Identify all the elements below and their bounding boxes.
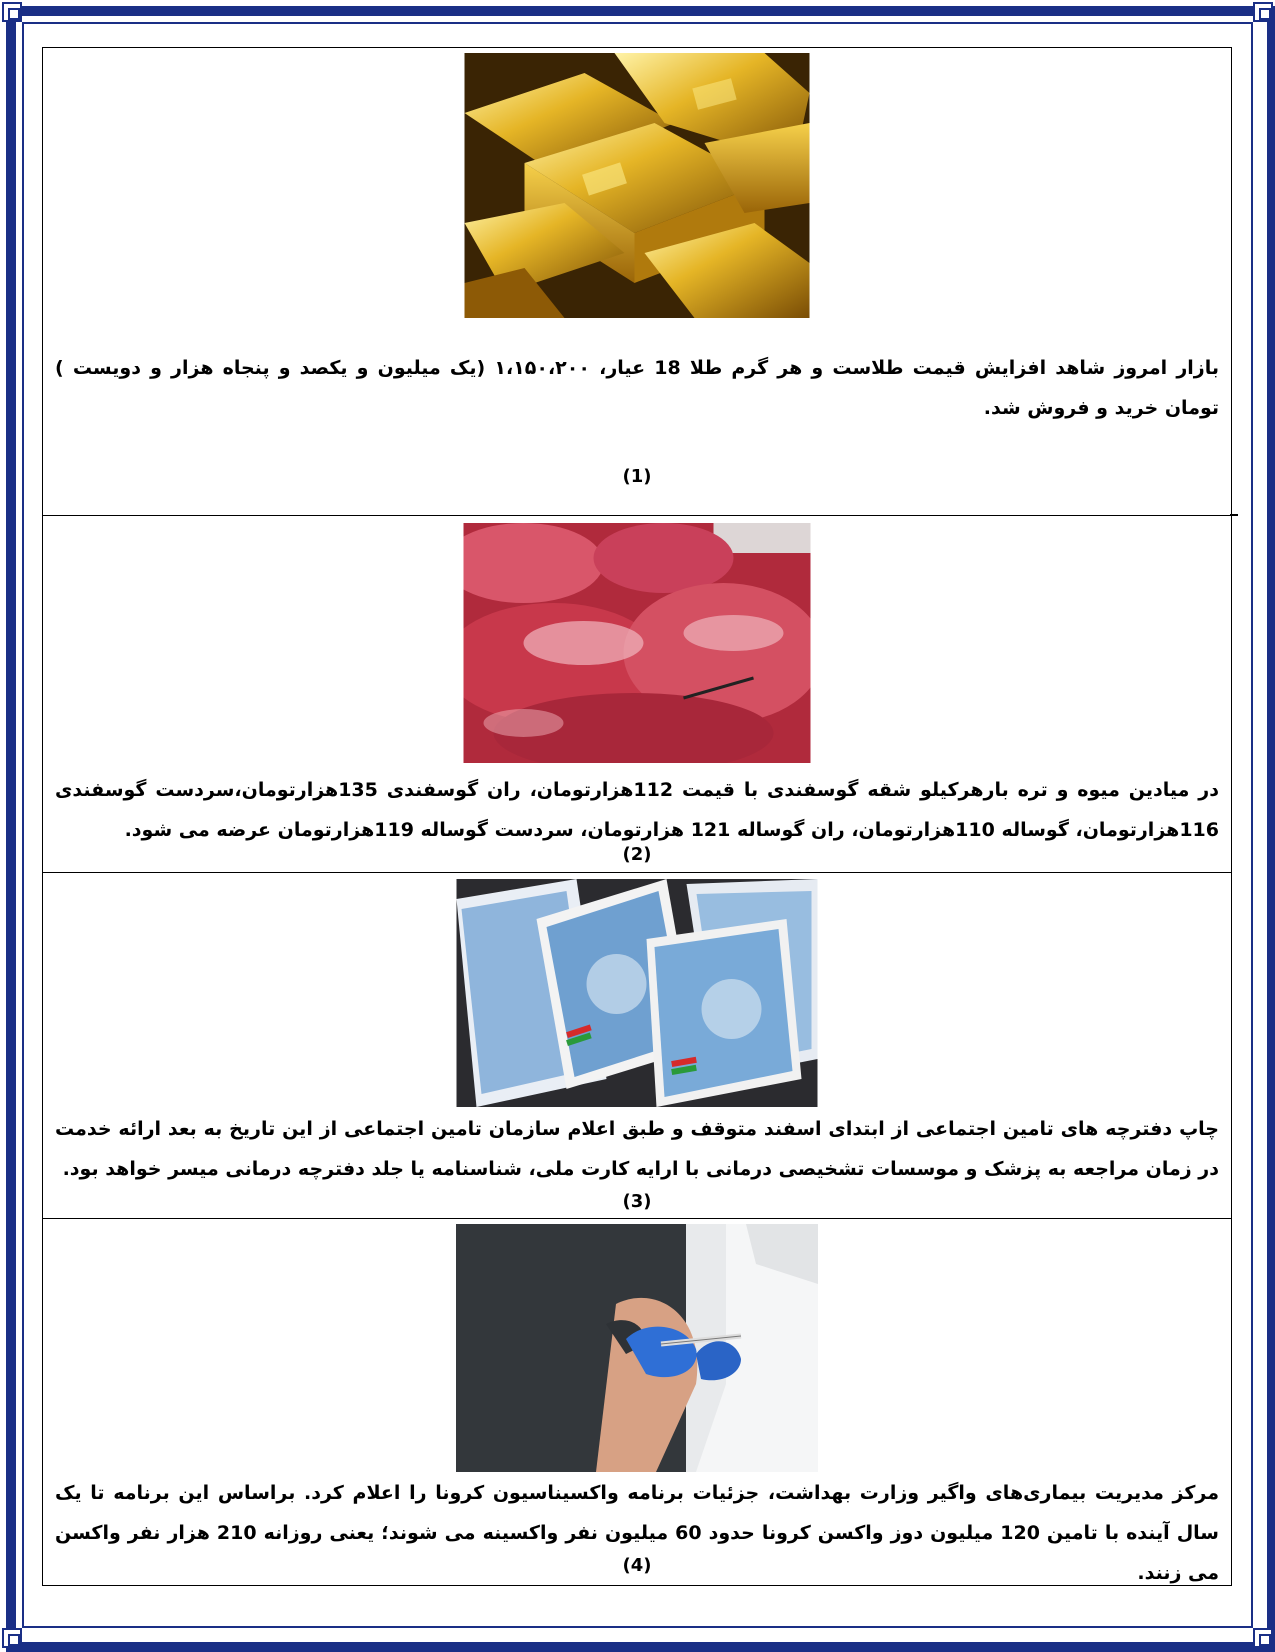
insurance-booklets-image: [457, 879, 818, 1107]
news-text: بازار امروز شاهد افزایش قیمت طلاست و هر گرم طلا 18 عیار، ۱،۱۵۰،۲۰۰ (یک میلیون و یکصد و پنجاه هزار و دویست ) تومان خرید و فروش شد.: [55, 357, 1219, 419]
table-divider-extension: [1230, 514, 1238, 516]
item-number: (2): [622, 844, 652, 865]
gold-bars-image: [465, 53, 810, 318]
news-item-gold: [43, 48, 1231, 516]
item-number: (1): [622, 466, 652, 487]
news-item-vaccination: [43, 1219, 1231, 1585]
news-text: مرکز مدیریت بیماری‌های واگیر وزارت بهداشت، جزئیات برنامه واکسیناسیون کرونا را اعلام کرد. براساس این برنامه تا یک سال آینده با تامین 120 میلیون دوز واکسن کرونا حدود 60 میلیون نفر واکسینه می شوند؛ یعنی روزانه 210 هزار نفر واکسن می زنند.: [55, 1482, 1219, 1584]
corner-ornament: [1253, 2, 1273, 22]
raw-meat-image: [464, 523, 811, 763]
vaccination-image: [456, 1224, 818, 1472]
item-number: (3): [622, 1191, 652, 1212]
corner-ornament: [2, 2, 22, 22]
corner-ornament: [2, 1628, 22, 1648]
item-number: (4): [622, 1555, 652, 1576]
corner-ornament: [1253, 1628, 1273, 1648]
news-item-insurance: [43, 873, 1231, 1219]
news-text: در میادین میوه و تره بارهرکیلو شقه گوسفندی با قیمت 112هزارتومان، ران گوسفندی 135هزارتومان،سردست گوسفندی 116هزارتومان، گوساله 110هزارتومان، ران گوساله 121 هزارتومان، سردست گوساله 119هزارتومان عرضه می شود.: [55, 779, 1219, 841]
news-item-meat: [43, 516, 1231, 873]
news-text: چاپ دفترچه های تامین اجتماعی از ابتدای اسفند متوقف و طبق اعلام سازمان تامین اجتماعی از این تاریخ به بعد ارائه خدمت در زمان مراجعه به پزشک و موسسات تشخیصی درمانی با ارایه کارت ملی، شناسنامه یا جلد دفترچه درمانی میسر خواهد بود.: [55, 1118, 1219, 1180]
news-table: [42, 47, 1232, 1586]
